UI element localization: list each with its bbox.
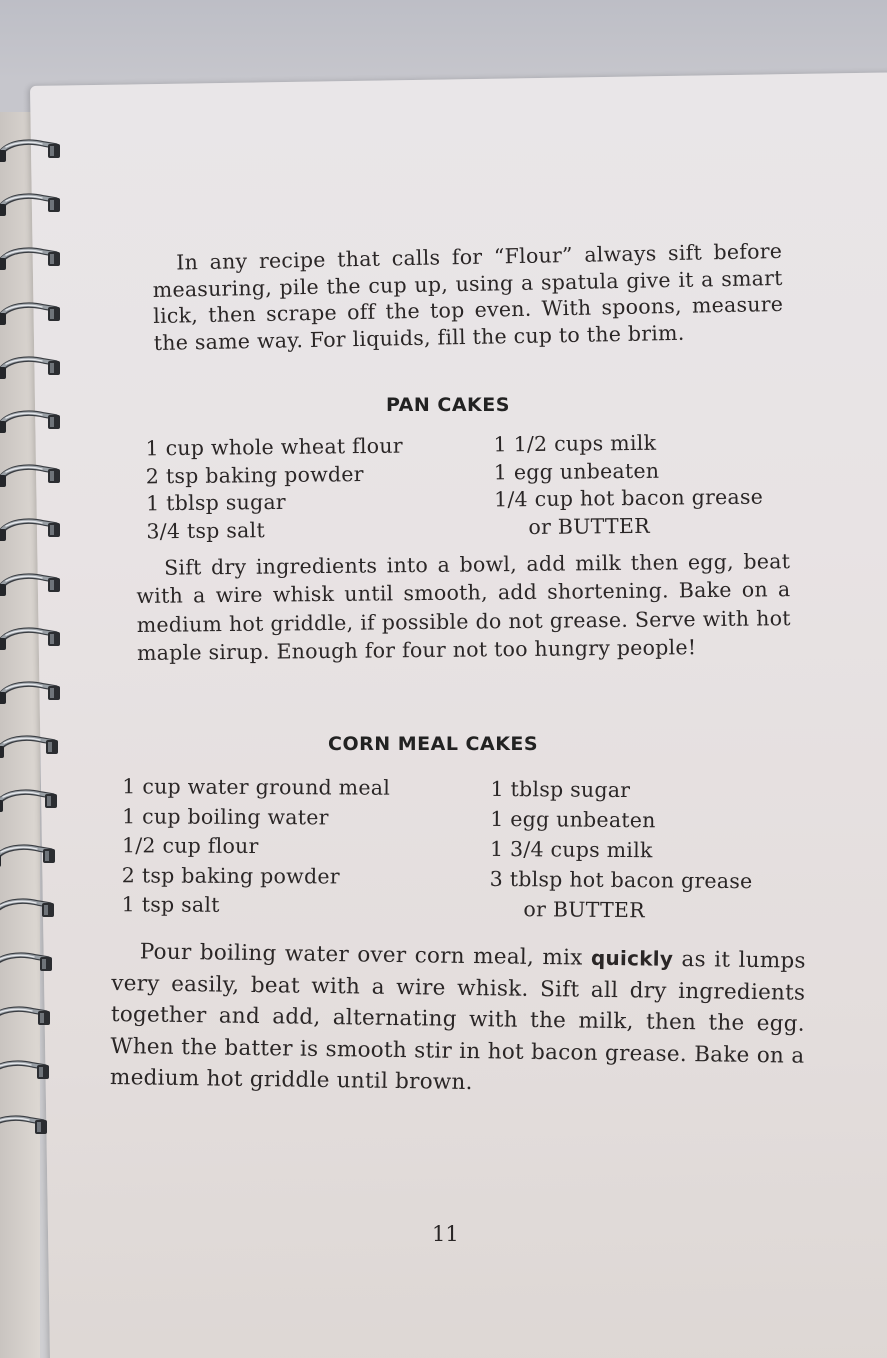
ingredient-item: 1 tblsp sugar: [490, 776, 631, 803]
spiral-coil-icon: [0, 897, 54, 921]
corn-meal-ingredients-right: [489, 774, 753, 926]
ingredient-item: 2 tsp baking powder: [145, 461, 364, 488]
spiral-coil-icon: [0, 355, 60, 379]
spiral-coil-icon: [0, 843, 55, 867]
spiral-coil-icon: [0, 1005, 50, 1029]
corn-meal-ingredients-left: [122, 772, 391, 921]
ingredient-item: 1 cup water ground meal: [122, 774, 391, 800]
ingredient-item: 3 tblsp hot bacon grease: [489, 866, 753, 894]
spiral-coil-icon: [0, 734, 58, 758]
ingredient-item: 1 egg unbeaten: [490, 806, 656, 833]
spiral-coil-icon: [0, 680, 60, 704]
ingredient-item: 1 3/4 cups milk: [489, 836, 653, 863]
pan-cakes-heading: PAN CAKES: [386, 394, 510, 416]
ingredient-item: 3/4 tsp salt: [146, 517, 266, 543]
directions-text-end: as it lumps very easily, beat with a wire whisk. Sift all dry ingredients together and add, alternating with the milk, then the egg. When the batter is smooth stir in hot bacon grease. Bake on a medium hot griddle until brown.: [109, 946, 806, 1096]
ingredient-item: 1/4 cup hot bacon grease: [494, 484, 764, 512]
spiral-coil-icon: [0, 951, 52, 975]
spiral-coil-icon: [0, 138, 60, 162]
spiral-coil-icon: [0, 1059, 49, 1083]
spiral-coil-icon: [0, 626, 60, 650]
spiral-coil-icon: [0, 788, 57, 812]
page-number: 11: [432, 1222, 459, 1246]
spiral-coil-icon: [0, 301, 60, 325]
spiral-coil-icon: [0, 572, 60, 596]
directions-paragraph: [110, 936, 806, 1103]
directions-bold-word: quickly: [590, 945, 674, 971]
ingredient-item: or BUTTER: [523, 897, 645, 923]
corn-meal-cakes-directions: [110, 936, 806, 1103]
corn-meal-cakes-heading: CORN MEAL CAKES: [328, 733, 539, 755]
ingredient-item: 1 egg unbeaten: [493, 458, 660, 484]
intro-paragraph: In any recipe that calls for “Flour” always sift before measuring, pile the cup up, using a spatula give it a smart lick, then scrape off the top even. With spoons, measure the same way. For liquids, fill the cup to the brim.: [152, 238, 784, 355]
ingredient-item: 1 cup whole wheat flour: [145, 433, 403, 461]
ingredient-item: 1 tblsp sugar: [146, 489, 287, 516]
spiral-coil-icon: [0, 517, 60, 541]
ingredient-item: 1 1/2 cups milk: [493, 430, 657, 457]
spiral-coil-icon: [0, 409, 60, 433]
ingredient-item: 2 tsp baking powder: [121, 862, 340, 888]
directions-paragraph: Sift dry ingredients into a bowl, add milk then egg, beat with a wire whisk until smooth, add shortening. Bake on a medium hot griddle, if possible do not grease. Serve with hot maple sirup. Enough for four not too hungry people!: [136, 549, 791, 665]
ingredient-item: 1 cup boiling water: [122, 803, 329, 829]
spiral-coil-icon: [0, 1114, 47, 1138]
spiral-binding: [0, 0, 80, 1358]
pan-cakes-ingredients-right: [493, 429, 763, 542]
pan-cakes-directions: [136, 547, 791, 667]
ingredient-item: 1 tsp salt: [121, 892, 220, 917]
spiral-coil-icon: [0, 463, 60, 487]
pan-cakes-ingredients-left: [145, 433, 403, 546]
spiral-coil-icon: [0, 192, 60, 216]
spiral-coil-icon: [0, 246, 60, 270]
directions-text-start: Pour boiling water over corn meal, mix: [139, 939, 592, 971]
ingredient-item: or BUTTER: [528, 513, 650, 539]
flour-measuring-note: [152, 238, 784, 356]
ingredient-item: 1/2 cup flour: [121, 833, 259, 859]
